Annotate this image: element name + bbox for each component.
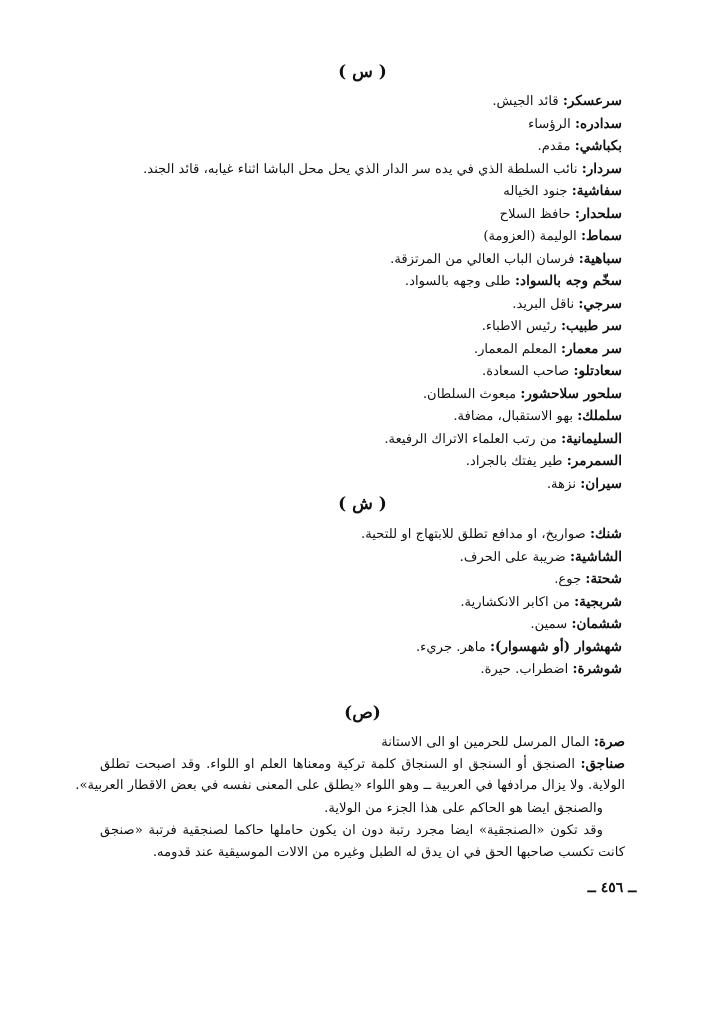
entry-definition: فرسان الباب العالي من المرتزقة. (390, 251, 579, 267)
glossary-entry (143, 270, 622, 293)
glossary-entry (143, 180, 622, 203)
entry-term: شهشوار (أو شهسوار): (490, 638, 622, 655)
glossary-entry (143, 203, 622, 226)
entry-definition: اضطراب. حيرة. (480, 662, 573, 677)
section-heading-sad: (ص) (344, 703, 381, 723)
glossary-entry (361, 568, 622, 591)
paragraph-line (100, 798, 625, 820)
entry-term: سر معمار: (560, 340, 622, 357)
entry-term: سردار: (581, 160, 622, 177)
glossary-entry (143, 248, 622, 271)
entry-definition: نزهة. (546, 476, 581, 492)
page-number: ــ ٤٥٦ ــ (587, 880, 637, 896)
entry-term: شحتة: (585, 571, 622, 587)
glossary-entry (143, 405, 622, 428)
entry-term: سلملك: (577, 408, 622, 424)
entry-definition: ماهر. جريء. (415, 639, 491, 655)
entry-definition: سمين. (530, 617, 572, 632)
section-heading-sin: ( س ) (338, 62, 387, 82)
glossary-entry (361, 658, 622, 681)
entry-definition: المال المرسل للحرمين او الى الاستانة (381, 735, 594, 750)
paragraph-line (100, 731, 625, 753)
entry-definition: الوليمة (العزومة) (483, 229, 582, 244)
entry-definition: الرؤساء (528, 116, 575, 132)
entry-term: سر طبيب: (560, 318, 622, 334)
entry-definition: بهو الاستقبال، مضافة. (453, 409, 578, 424)
glossary-list-sin (143, 90, 622, 495)
entry-term: سرعسكر: (562, 93, 622, 109)
entry-definition: الصنجق أو السنجق او السنجاق كلمة تركية ومعناها العلم او اللواء. وقد اصبحت تطلق (100, 757, 575, 773)
glossary-entry (143, 225, 622, 248)
entry-term: شربجية: (574, 593, 622, 610)
entry-term: شنك: (590, 526, 622, 542)
glossary-entry (361, 546, 622, 569)
entry-definition: والصنجق ايضا هو الحاكم على هذا الجزء من الولاية. (324, 800, 603, 816)
entry-definition: طير يفتك بالجراد. (465, 454, 567, 469)
glossary-list-shin (361, 523, 622, 681)
entry-definition: من رتب العلماء الاتراك الرفيعة. (384, 431, 562, 447)
glossary-paragraphs-sad (75, 731, 625, 864)
entry-term: سيران: (580, 475, 622, 492)
entry-term: ششمان: (571, 616, 622, 632)
entry-term: السمرمر: (566, 453, 622, 469)
entry-term: صرة: (593, 734, 625, 750)
entry-term: سماط: (581, 228, 622, 244)
paragraph-line (100, 820, 625, 842)
entry-definition: جوع. (554, 572, 586, 587)
entry-term: سدادره: (574, 115, 622, 132)
entry-term: سرجي: (578, 295, 622, 312)
glossary-entry (143, 360, 622, 383)
entry-definition: مقدم. (537, 139, 575, 154)
entry-term: صناجق: (580, 756, 625, 773)
entry-definition: وقد تكون «الصنجقية» ايضا مجرد رتبة دون ان يكون حاملها حاكما لصنجقية فرتبة «صنجق (100, 822, 603, 838)
entry-definition: جنود الخياله (503, 184, 572, 199)
entry-definition: كانت تكسب صاحبها الحق في ان يدق له الطبل وغيره من الالات الموسيقية عند قدومه. (152, 844, 625, 860)
entry-definition: الولاية. ولا يزال مرادفها في العربية ــ وهو اللواء «يطلق على المعنى نفسه في بعض الاقطار العربية». (75, 778, 625, 794)
entry-term: سعادتلو: (573, 363, 622, 379)
glossary-entry (143, 293, 622, 316)
entry-definition: من اكابر الانكشارية. (460, 594, 575, 610)
entry-term: سباهية: (578, 250, 622, 267)
entry-definition: قائد الجيش. (492, 94, 563, 109)
glossary-entry (361, 591, 622, 614)
entry-term: سخّم وجه بالسواد: (515, 273, 622, 289)
glossary-entry (143, 428, 622, 451)
entry-definition: حافظ السلاح (499, 206, 575, 222)
entry-definition: نائب السلطة الذي في يده سر الدار الذي يحل محل الباشا اثناء غيابه، قائد الجند. (143, 161, 582, 177)
entry-definition: المعلم المعمار. (473, 341, 561, 357)
glossary-entry (143, 90, 622, 113)
glossary-entry (143, 113, 622, 136)
entry-definition: صاحب السعادة. (482, 364, 574, 379)
entry-term: شوشرة: (572, 661, 622, 677)
entry-definition: ضريبة على الحرف. (459, 549, 570, 565)
entry-term: سفاشية: (571, 183, 622, 199)
glossary-entry (143, 338, 622, 361)
glossary-entry (143, 135, 622, 158)
glossary-entry (143, 315, 622, 338)
entry-definition: ناقل البريد. (512, 296, 579, 312)
section-heading-shin: ( ش ) (338, 494, 387, 514)
glossary-entry (143, 450, 622, 473)
entry-definition: صواريخ، او مدافع تطلق للابتهاج او للتحية. (361, 527, 591, 542)
entry-term: بكباشي: (574, 138, 622, 154)
glossary-entry (361, 636, 622, 659)
glossary-entry (361, 523, 622, 546)
paragraph-line (100, 753, 625, 775)
entry-term: سلحور سلاحشور: (520, 385, 622, 402)
paragraph-line (100, 842, 625, 864)
entry-term: الشاشية: (570, 548, 622, 565)
glossary-entry (143, 473, 622, 496)
glossary-entry (143, 383, 622, 406)
entry-definition: مبعوث السلطان. (422, 386, 521, 402)
paragraph-line (75, 775, 625, 797)
entry-definition: طلى وجهه بالسواد. (404, 274, 515, 289)
entry-term: سلحدار: (574, 205, 622, 222)
glossary-entry (143, 158, 622, 181)
entry-definition: رئيس الاطباء. (481, 319, 561, 334)
glossary-entry (361, 613, 622, 636)
entry-term: السليمانية: (561, 430, 622, 447)
